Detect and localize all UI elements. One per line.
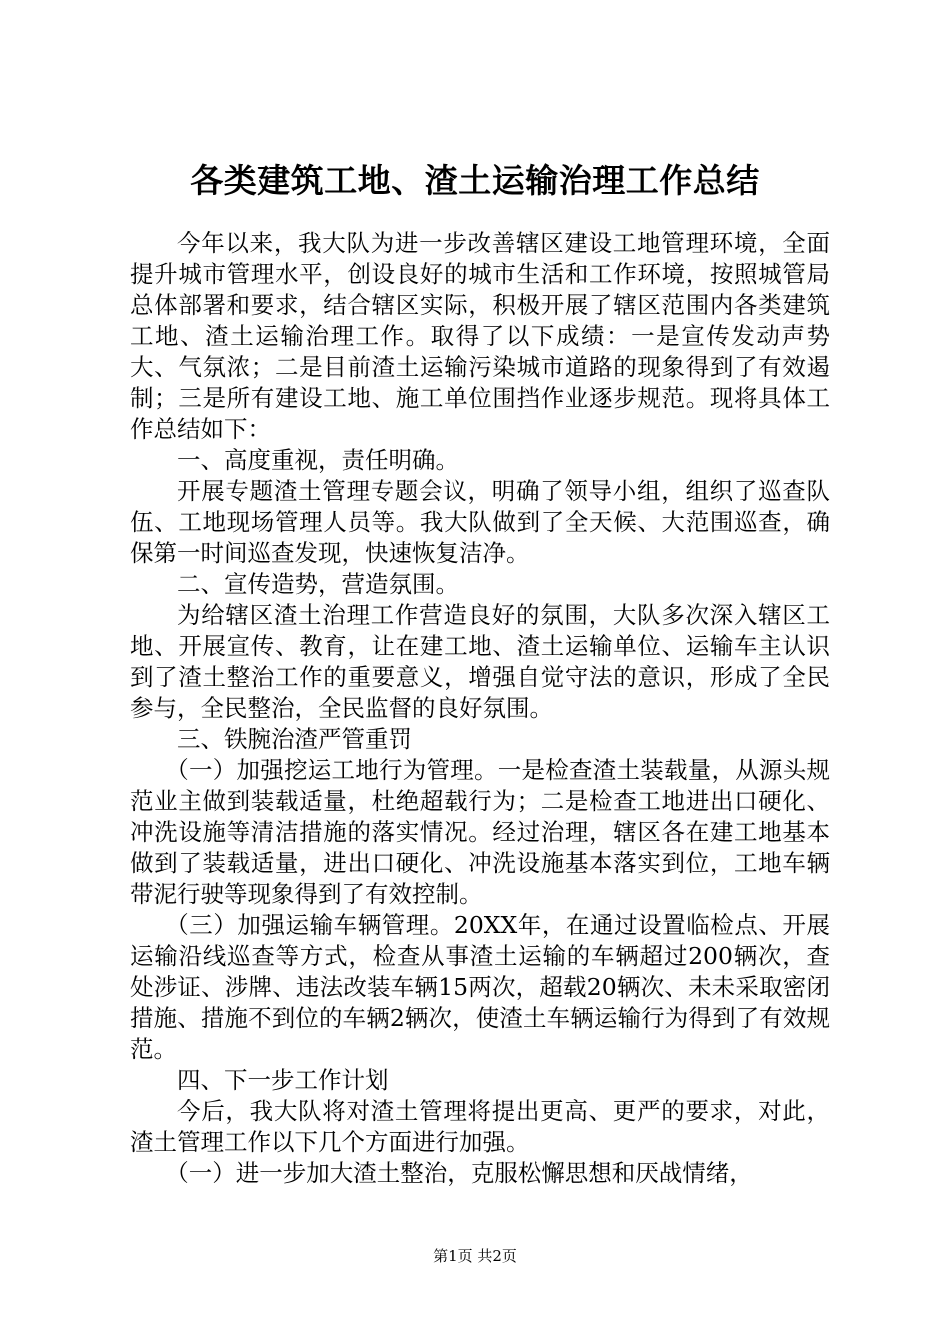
section-1-paragraph: 开展专题渣土管理专题会议，明确了领导小组，组织了巡查队伍、工地现场管理人员等。我大队做到了全天候、大范围巡查，确保第一时间巡查发现，快速恢复洁净。 [130, 477, 830, 567]
page-footer: 第1页 共2页 [433, 1247, 517, 1265]
section-3-item-1: （一）加强挖运工地行为管理。一是检查渣土装载量，从源头规范业主做到装载适量，杜绝超载行为；二是检查工地进出口硬化、冲洗设施等清洁措施的落实情况。经过治理，辖区各在建工地基本做到了装载适量，进出口硬化、冲洗设施基本落实到位，工地车辆带泥行驶等现象得到了有效控制。 [130, 756, 830, 908]
section-4-item-1: （一）进一步加大渣土整治，克服松懈思想和厌战情绪， [165, 1159, 753, 1187]
document-body [130, 228, 830, 1189]
section-heading-1: 一、高度重视，责任明确。 [177, 446, 459, 474]
section-3-item-3: （三）加强运输车辆管理。20XX年，在通过设置临检点、开展运输沿线巡查等方式，检查从事渣土运输的车辆超过200辆次，查处涉证、涉牌、违法改装车辆15两次，超载20辆次、未未采取密闭措施、措施不到位的车辆2辆次，使渣土车辆运输行为得到了有效规范。 [130, 911, 830, 1063]
document-title: 各类建筑工地、渣土运输治理工作总结 [190, 161, 760, 200]
section-4-paragraph: 今后，我大队将对渣土管理将提出更高、更严的要求，对此，渣土管理工作以下几个方面进行加强。 [130, 1097, 830, 1156]
section-heading-4: 四、下一步工作计划 [177, 1066, 389, 1094]
intro-paragraph: 今年以来，我大队为进一步改善辖区建设工地管理环境，全面提升城市管理水平，创设良好的城市生活和工作环境，按照城管局总体部署和要求，结合辖区实际，积极开展了辖区范围内各类建筑工地、渣土运输治理工作。取得了以下成绩：一是宣传发动声势大、气氛浓；二是目前渣土运输污染城市道路的现象得到了有效遏制；三是所有建设工地、施工单位围挡作业逐步规范。现将具体工作总结如下： [130, 229, 830, 443]
section-heading-2: 二、宣传造势，营造氛围。 [177, 570, 459, 598]
section-2-paragraph: 为给辖区渣土治理工作营造良好的氛围，大队多次深入辖区工地、开展宣传、教育，让在建工地、渣土运输单位、运输车主认识到了渣土整治工作的重要意义，增强自觉守法的意识，形成了全民参与，全民整治，全民监督的良好氛围。 [130, 601, 830, 722]
section-heading-3: 三、铁腕治渣严管重罚 [177, 725, 412, 753]
